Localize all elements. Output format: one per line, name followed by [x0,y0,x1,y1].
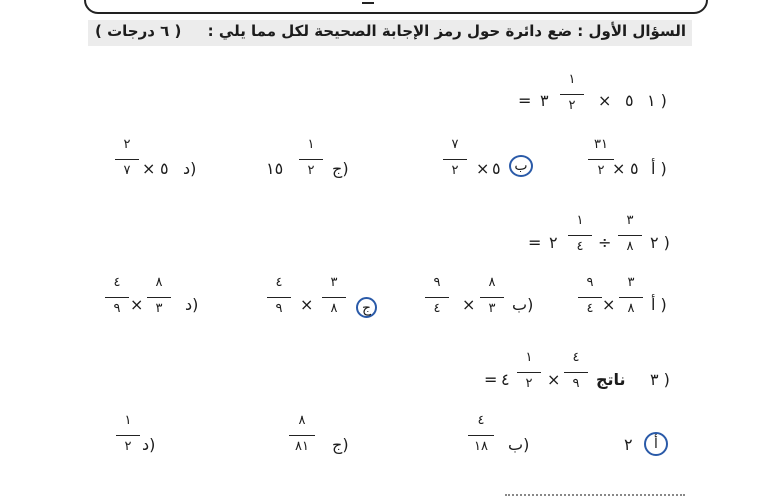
q2-option-a-fraction-2: ٩ ٤ [575,276,605,324]
q1-option-a-five: ٥ [630,159,639,178]
bottom-cut-line [505,494,685,496]
q2-option-d-times: × [130,295,144,314]
q1-option-d-five: ٥ [160,159,169,178]
q3-whole: ٤ [501,370,510,389]
q2-option-d-fraction-1: ٨ ٣ [144,276,174,324]
q3-option-b-fraction: ٤ ١٨ [465,414,497,462]
question-title: السؤال الأول : ضع دائرة حول رمز الإجابة الصحيحة لكل مما يلي : [207,22,686,40]
q2-equals: = [528,233,542,252]
q3-fraction-1: ٤ ٩ [561,351,591,399]
q2-option-a-letter[interactable]: أ ) [651,295,667,314]
q3-equals: = [484,370,498,389]
q1-fraction: ١ ٢ [557,73,587,121]
q2-option-b-fraction-1: ٨ ٣ [477,276,507,324]
q3-option-a-circle[interactable]: أ [644,432,668,456]
q1-option-d-fraction: ٢ ٧ [112,138,142,186]
q3-option-c-letter[interactable]: ج) [332,435,349,454]
q2-option-c-times: × [300,295,314,314]
q3-option-d-fraction: ١ ٢ [113,414,143,462]
q1-number: ١ ) [647,91,667,110]
q2-option-d-letter[interactable]: د) [185,295,199,314]
q1-option-b-fraction: ٧ ٢ [440,138,470,186]
q3-option-d-letter[interactable]: د) [142,435,156,454]
q1-option-a-times: × [612,159,626,178]
frame-mark [362,2,374,4]
q1-option-b-circle[interactable]: ب [509,155,533,177]
q1-option-c-letter[interactable]: ج) [332,159,349,178]
q2-option-c-fraction-2: ٤ ٩ [264,276,294,324]
q1-option-a-letter[interactable]: أ ) [651,159,667,178]
q2-option-b-times: × [462,295,476,314]
q3-option-b-letter[interactable]: ب) [508,435,530,454]
score-label: ( ٦ درجات ) [95,22,182,40]
q3-times: × [547,370,561,389]
q1-equals: = [518,91,532,110]
q2-fraction-1: ٣ ٨ [615,214,645,262]
q3-word: ناتج [596,370,626,389]
q3-fraction-2: ١ ٢ [514,351,544,399]
q2-option-a-times: × [602,295,616,314]
q3-number: ٣ ) [650,370,670,389]
q2-number: ٢ ) [650,233,670,252]
q1-option-c-fraction: ١ ٢ [296,138,326,186]
q1-option-a-fraction: ٣١ ٢ [585,138,617,186]
top-frame [84,0,708,14]
q1-five: ٥ [625,91,634,110]
q3-option-a-value: ٢ [624,435,633,454]
q1-option-c-whole: ١٥ [266,159,284,178]
q2-option-c-fraction-1: ٣ ٨ [319,276,349,324]
q1-whole: ٣ [540,91,549,110]
q2-divide: ÷ [598,233,612,252]
q1-option-d-times: × [142,159,156,178]
q2-fraction-2: ١ ٤ [565,214,595,262]
q3-option-c-fraction: ٨ ٨١ [286,414,318,462]
q1-times: × [598,91,612,110]
q2-option-b-letter[interactable]: ب) [512,295,534,314]
q1-option-d-letter[interactable]: د) [183,159,197,178]
q2-whole: ٢ [549,233,558,252]
q2-option-b-fraction-2: ٩ ٤ [422,276,452,324]
q2-option-a-fraction-1: ٣ ٨ [616,276,646,324]
q1-option-b-five: ٥ [492,159,501,178]
q1-option-b-times: × [476,159,490,178]
q2-option-c-circle[interactable]: ج [356,297,377,318]
q2-option-d-fraction-2: ٤ ٩ [102,276,132,324]
